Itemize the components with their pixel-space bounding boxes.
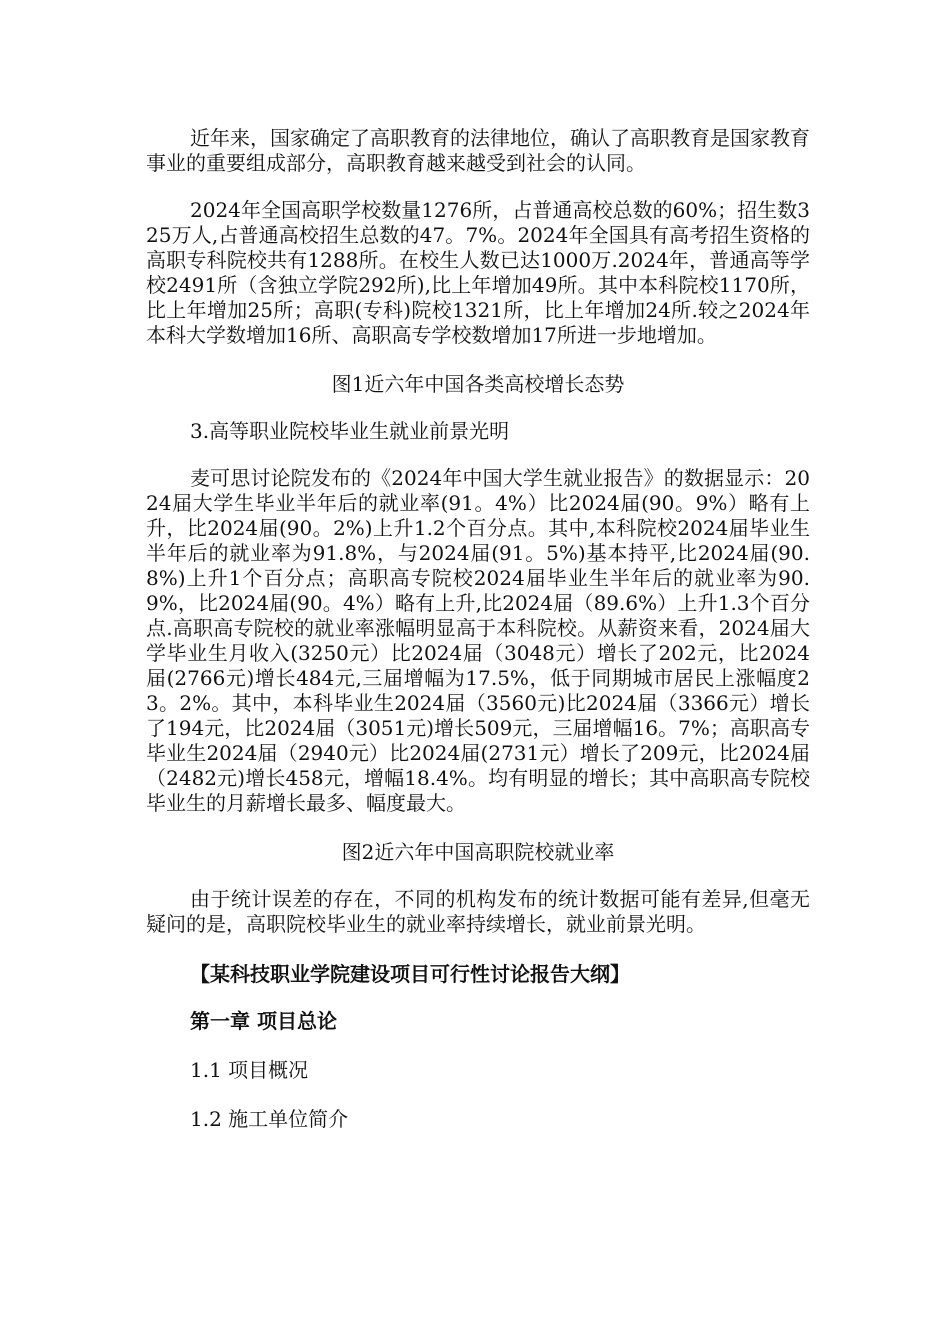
document-page [146,118,810,1132]
chapter-1-title: 第一章 项目总论 [190,1009,337,1033]
outline-title: 【某科技职业学院建设项目可行性讨论报告大纲】 [190,962,630,986]
section-3-title: 3.高等职业院校毕业生就业前景光明 [190,419,510,443]
figure-1-caption: 图1近六年中国各类高校增长态势 [331,372,625,396]
paragraph-intro: 近年来，国家确定了高职教育的法律地位，确认了高职教育是国家教育事业的重要组成部分，高职教育越来越受到社会的认同。 [146,126,810,175]
paragraph-conclusion: 由于统计误差的存在，不同的机构发布的统计数据可能有差异,但毫无疑问的是，高职院校毕业生的就业率持续增长，就业前景光明。 [146,887,810,936]
outline-item-1-2: 1.2 施工单位简介 [190,1107,349,1131]
paragraph-school-statistics: 2024年全国高职学校数量1276所，占普通高校总数的60%；招生数325万人,占普通高校招生总数的47。7%。2024年全国具有高考招生资格的高职专科院校共有1288所。在校生人数已达1000万.2024年，普通高等学校2491所（含独立学院292所),比上年增加49所。其中本科院校1170所，比上年增加25所；高职(专科)院校1321所，比上年增加24所.较之2024年本科大学数增加16所、高职高专学校数增加17所进一步地增加。 [146,198,810,347]
outline-item-1-1: 1.1 项目概况 [190,1058,309,1082]
figure-2-caption: 图2近六年中国高职院校就业率 [341,840,615,864]
paragraph-employment-report: 麦可思讨论院发布的《2024年中国大学生就业报告》的数据显示：2024届大学生毕业半年后的就业率(91。4%）比2024届(90。9%）略有上升，比2024届(90。2%)上升1.2个百分点。其中,本科院校2024届毕业生半年后的就业率为91.8%，与2024届(91。5%)基本持平,比2024届(90.8%)上升1个百分点；高职高专院校2024届毕业生半年后的就业率为90.9%，比2024届(90。4%）略有上升,比2024届（89.6%）上升1.3个百分点.高职高专院校的就业率涨幅明显高于本科院校。从薪资来看，2024届大学毕业生月收入(3250元）比2024届（3048元）增长了202元，比2024届(2766元)增长484元,三届增幅为17.5%，低于同期城市居民上涨幅度23。2%。其中，本科毕业生2024届（3560元)比2024届（3366元）增长了194元，比2024届（3051元)增长509元，三届增幅16。7%；高职高专毕业生2024届（2940元）比2024届(2731元）增长了209元，比2024届（2482元)增长458元，增幅18.4%。均有明显的增长；其中高职高专院校毕业生的月薪增长最多、幅度最大。 [146,466,810,815]
